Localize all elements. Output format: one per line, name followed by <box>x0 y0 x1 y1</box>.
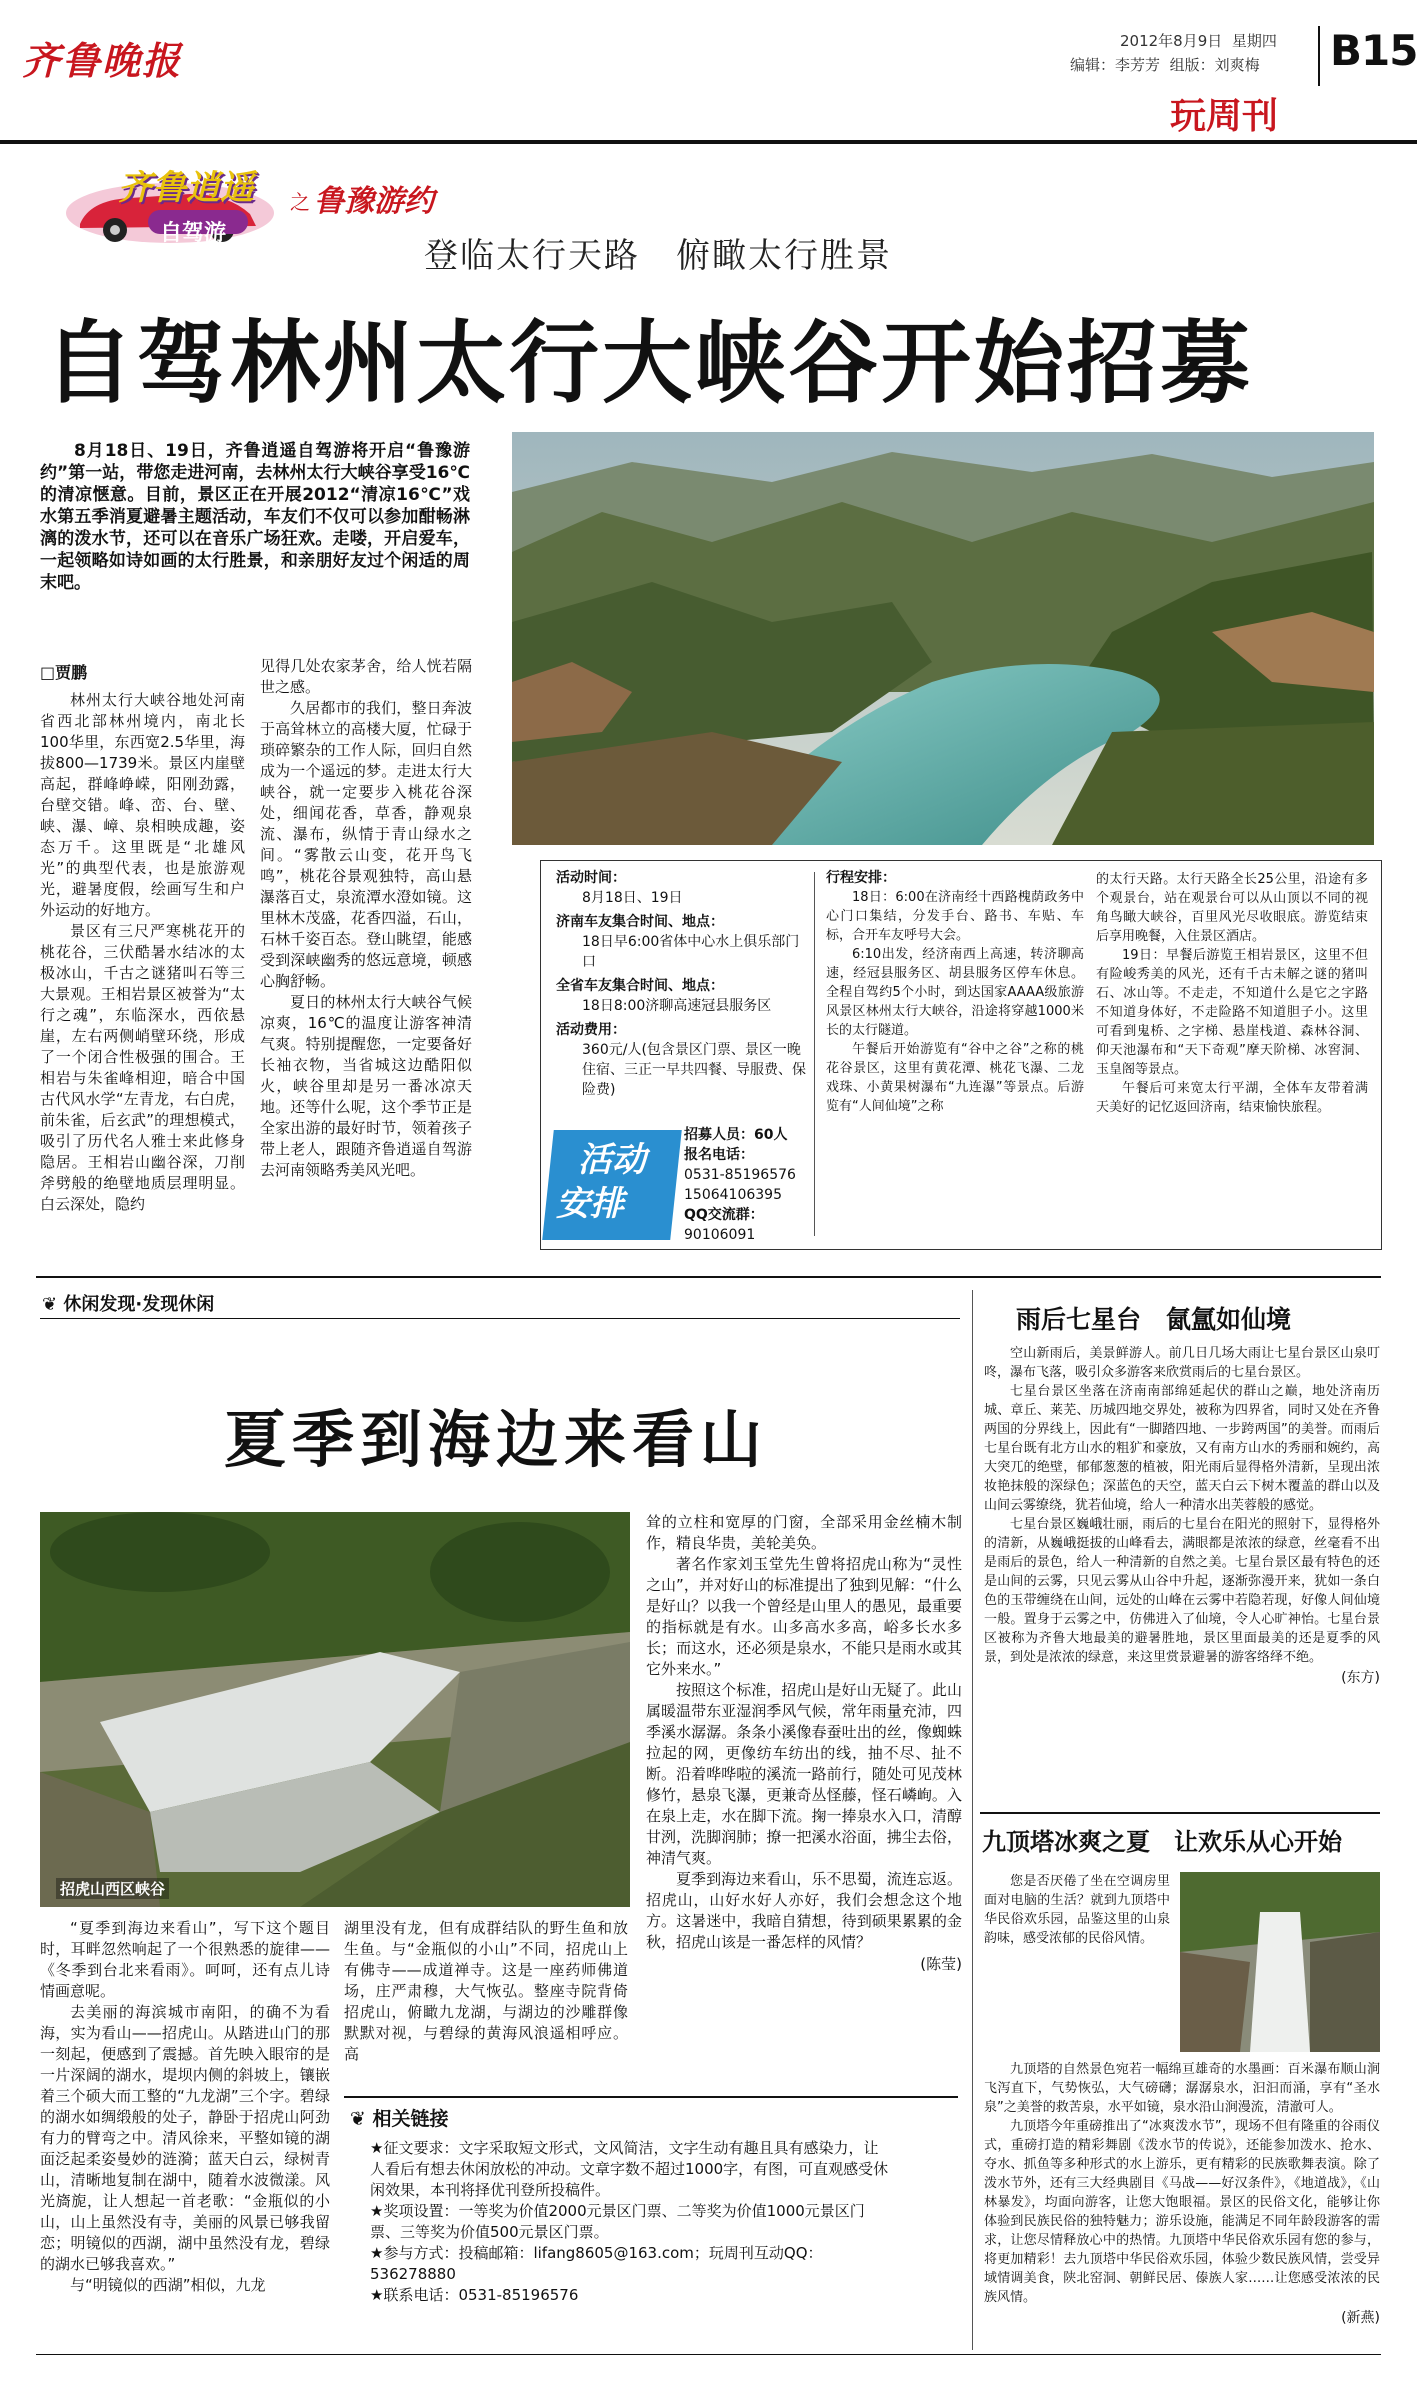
schedule-item: 的太行天路。太行天路全长25公里，沿途有多个观景台，站在观景台可以从山顶以不同的视角鸟瞰大峡谷，百里风光尽收眼底。游览结束后享用晚餐，入住景区酒店。 <box>1096 872 1368 944</box>
paragraph: 湖里没有龙，但有成群结队的野生鱼和放生鱼。与“金瓶似的小山”不同，招虎山上有佛寺——成道禅寺。这是一座药师佛道场，庄严肃穆，大气恢弘。整座寺院背倚招虎山，俯瞰九龙湖，与湖边的沙雕群像默默对视，与碧绿的黄海风浪遥相呼应。高 <box>344 1919 628 2063</box>
paragraph: 耸的立柱和宽厚的门窗，全部采用金丝楠木制作，精良华贵，美轮美奂。 <box>646 1513 962 1552</box>
paragraph: 见得几处农家茅舍，给人恍若隔世之感。 <box>260 657 472 696</box>
schedule-item: 18日：6:00在济南经十西路槐荫政务中心门口集结，分发手台、路书、车贴、车标，合开车友呼号大会。 <box>826 890 1084 943</box>
editor-credits: 编辑：李芳芳 组版：刘爽梅 <box>1070 56 1260 74</box>
paragraph: 久居都市的我们，整日奔波于高耸林立的高楼大厦，忙碌于琐碎繁杂的工作人际，回归自然成为一个遥远的梦。走进太行大峡谷，就一定要步入桃花谷深处，细闻花香，草香，静观泉流、瀑布，纵情于青山绿水之间。“雾散云山变，花开鸟飞鸣”，桃花谷景观独特，高山悬瀑落百丈，泉流潭水澄如镜。这里林木茂盛，花香四溢，石山，石林千姿百态。登山眺望，能感受到深峡幽秀的悠远意境，顿感心胸舒畅。 <box>260 699 472 990</box>
link-item: ★参与方式：投稿邮箱：lifang8605@163.com；玩周刊互动QQ：536278880 <box>370 2244 823 2283</box>
time-value: 8月18日、19日 <box>582 890 683 906</box>
column-tag: ❦ 休闲发现·发现休闲 <box>42 1294 215 1315</box>
time-label: 活动时间： <box>556 870 626 886</box>
page-bottom-rule <box>36 2354 1381 2355</box>
paragraph: 景区有三尺严寒桃花开的桃花谷，三伏酷暑水结冰的太极冰山，千古之谜猪叫石等三大景观。王相岩景区被誉为“太行之魂”，东临深水，西依悬崖，左右两侧峭壁环绕，形成了一个闭合性极强的围合。王相岩与朱雀峰相迎，暗合中国古代风水学“左青龙，右白虎，前朱雀，后玄武”的理想模式，吸引了历代名人雅士来此修身隐居。王相岩山幽谷深，刀削斧劈般的绝壁地质层理明显。白云深处，隐约 <box>40 922 245 1213</box>
right-bottom-body <box>984 2060 1380 2327</box>
canyon-photo <box>512 432 1374 845</box>
paragraph: 九顶塔今年重磅推出了“冰爽泼水节”，现场不但有隆重的谷雨仪式，重磅打造的精彩舞剧《泼水节的传说》，还能参加泼水、抢水、夺水、抓鱼等多种形式的水上游乐，更有精彩的民族歌舞表演。除了泼水节外，还有三大经典剧目《马战——好汉条件》，《地道战》，《山林暴发》，均面向游客，让您大饱眼福。景区的民俗文化，能够让你体验到民族民俗的独特魅力；游乐设施，能满足不同年龄段游客的需求，让您尽情释放心中的热情。九顶塔中华民俗欢乐园有您的参与，将更加精彩！去九顶塔中华民俗欢乐园，体验少数民族风情，尝受异域情调美食，陕北窑洞、朝鲜民居、傣族人家……让您感受浓浓的民族风情。 <box>984 2119 1380 2305</box>
badge-subtitle: 自驾游 <box>160 221 227 246</box>
links-list <box>370 2138 890 2306</box>
masthead-vertical-rule <box>1318 26 1320 86</box>
article-col-2 <box>344 1918 628 2065</box>
paragraph: 九顶塔的自然景色宛若一幅绵亘雄奇的水墨画：百米瀑布顺山涧飞泻直下，气势恢弘，大气磅礴；潺潺泉水，汩汩而涌，享有“圣水泉”之美誉的救苦泉，水平如镜，泉水沿山涧漫流，清澈可人。 <box>984 2062 1380 2115</box>
fee-value: 360元/人(包含景区门票、景区一晚住宿、三正一早共四餐、导服费、保险费) <box>582 1042 806 1098</box>
schedule-col-1 <box>826 868 1084 1116</box>
schedule-item: 19日：早餐后游览王相岩景区，这里不但有险峻秀美的风光，还有千古未解之谜的猪叫石、冰山等。不走走，不知道什么是它之字路不知道身体好，不走险路不知道胆子小。这里可看到鬼桥、之字梯、悬崖栈道、森林谷洞、仰天池瀑布和“天下奇观”摩天阶梯、冰窖洞、玉皇阁等景点。 <box>1096 948 1368 1077</box>
issue-date: 2012年8月9日 星期四 <box>1120 32 1277 50</box>
column-tag-rule <box>40 1318 960 1319</box>
badge-suffix: 鲁豫游约 <box>314 184 434 219</box>
signup-label: 报名电话： <box>684 1147 754 1163</box>
article-col-3 <box>646 1512 962 1974</box>
paper-name: 齐鲁晚报 <box>22 38 183 83</box>
province-label: 全省车友集合时间、地点： <box>556 978 724 994</box>
waterfall-thumbnail <box>1180 1872 1380 2052</box>
signup-info <box>684 1125 814 1245</box>
recruit-count: 招募人员：60人 <box>684 1127 788 1143</box>
link-item: ★联系电话：0531-85196576 <box>370 2286 579 2304</box>
fee-label: 活动费用： <box>556 1022 626 1038</box>
paragraph: 您是否厌倦了坐在空调房里面对电脑的生活？就到九顶塔中华民俗欢乐园，品鉴这里的山泉韵味，感受浓郁的民俗风情。 <box>984 1874 1170 1946</box>
article-col-1 <box>40 1918 330 2296</box>
section-divider <box>36 1276 1381 1278</box>
right-column-rule <box>972 1290 973 2350</box>
schedule-item: 6:10出发，经济南西上高速，转济聊高速，经冠县服务区、胡县服务区停车休息。全程自驾约5个小时，到达国家AAAA级旅游风景区林州太行大峡谷，沿途将穿越1000米长的太行隧道。 <box>826 947 1084 1038</box>
paragraph: 与“明镜似的西湖”相似，九龙 <box>70 2276 266 2294</box>
phone-2: 15064106395 <box>684 1187 782 1203</box>
paragraph: 七星台景区巍峨壮丽，雨后的七星台在阳光的照射下，显得格外的清新，从巍峨挺拔的山峰看去，满眼都是浓浓的绿意，丝毫看不出是雨后的景色，给人一种清新的自然之美。七星台景区最有特色的还是山间的云雾，只见云雾从山谷中升起，逐渐弥漫开来，犹如一条白色的玉带缠绕在山间，远处的山峰在云雾中若隐若现，好像人间仙境一般。置身于云雾之中，仿佛进入了仙境，令人心旷神怡。七星台景区被称为齐鲁大地最美的避暑胜地，景区里面最美的还是夏季的风景，到处是浓浓的绿意，来这里赏景避暑的游客络绎不绝。 <box>984 1517 1380 1665</box>
qq-number: 90106091 <box>684 1227 756 1243</box>
right-bottom-body-lead <box>984 1872 1170 1948</box>
waterfall-photo <box>40 1512 630 1907</box>
leaf-icon: ❦ <box>42 1294 58 1315</box>
story-lead: 8月18日、19日，齐鲁逍遥自驾游将开启“鲁豫游约”第一站，带您走进河南，去林州太行大峡谷享受16℃的清凉惬意。目前，景区正在开展2012“清凉16℃”戏水第五季消夏避暑主题活动，车友们不仅可以参加酣畅淋漓的泼水节，还可以在音乐广场狂欢。走喽，开启爱车，一起领略如诗如画的太行胜景，和亲朋好友过个闲适的周末吧。 <box>40 441 470 593</box>
schedule-title: 行程安排： <box>826 870 896 886</box>
right-top-body <box>984 1344 1380 1687</box>
link-item: ★奖项设置：一等奖为价值2000元景区门票、二等奖为价值1000元景区门票、三等奖为价值500元景区门票。 <box>370 2202 865 2241</box>
signature: (东方) <box>1341 1670 1380 1686</box>
story-kicker: 登临太行天路 俯瞰太行胜景 <box>424 236 892 276</box>
right-divider <box>980 1812 1380 1814</box>
paragraph: 夏日的林州太行大峡谷气候凉爽，16℃的温度让游客神清气爽。特别提醒您，一定要备好长袖衣物，当省城这边酷阳似火，峡谷里却是另一番冰凉天地。还等什么呢，这个季节正是全家出游的最好时节，领着孩子带上老人，跟随齐鲁逍遥自驾游去河南领略秀美风光吧。 <box>260 993 472 1179</box>
story-column-1 <box>40 690 245 1215</box>
link-item: ★征文要求：文字采取短文形式，文风简洁，文字生动有趣且具有感染力，让人看后有想去休闲放松的冲动。文章字数不超过1000字，有图，可直观感受休闲效果，本刊将择优刊登所投稿件。 <box>370 2139 889 2199</box>
activity-divider <box>814 872 815 1236</box>
badge-suffix-small: 之 <box>290 190 310 214</box>
masthead-rule <box>0 140 1417 144</box>
province-value: 18日8:00济聊高速冠县服务区 <box>582 998 772 1014</box>
schedule-item: 午餐后可来宽太行平湖，全体车友带着满天美好的记忆返回济南，结束愉快旅程。 <box>1096 1081 1368 1115</box>
story-column-2 <box>260 656 472 1181</box>
signature: (陈莹) <box>920 1955 962 1973</box>
story-headline: 自驾林州太行大峡谷开始招募 <box>44 311 1253 416</box>
paragraph: “夏季到海边来看山”，写下这个题目时，耳畔忽然响起了一个很熟悉的旋律——《冬季到台北来看雨》。呵呵，还有点儿诗情画意呢。 <box>40 1919 330 2000</box>
paragraph: 著名作家刘玉堂先生曾将招虎山称为“灵性之山”，并对好山的标准提出了独到见解：“什么是好山？以我一个曾经是山里人的愚见，最重要的指标就是有水。山多高水多高，峪多长水多长；而这水，还必须是泉水，不能只是雨水或其它外来水。” <box>646 1555 962 1678</box>
paragraph: 林州太行大峡谷地处河南省西北部林州境内，南北长100华里，东西宽2.5华里，海拔800—1739米。景区内崖壁高起，群峰峥嵘，阳刚劲露，台壁交错。峰、峦、台、壁、峡、瀑、嶂、泉相映成趣，姿态万千。这里既是“北雄风光”的典型代表，也是旅游观光，避暑度假，绘画写生和户外运动的好地方。 <box>40 691 245 919</box>
leaf-icon: ❦ <box>350 2108 366 2130</box>
signature: (新燕) <box>1341 2310 1380 2326</box>
paragraph: 空山新雨后，美景鲜游人。前几日几场大雨让七星台景区山泉叮咚，瀑布飞落，吸引众多游客来欣赏雨后的七星台景区。 <box>984 1346 1380 1380</box>
badge-title: 齐鲁逍遥 <box>118 168 254 208</box>
byline: □贾鹏 <box>40 663 88 682</box>
photo-caption: 招虎山西区峡谷 <box>56 1878 169 1899</box>
jinan-label: 济南车友集合时间、地点： <box>556 914 724 930</box>
section-name: 玩周刊 <box>1170 95 1279 137</box>
jinan-value: 18日早6:00省体中心水上俱乐部门口 <box>582 934 800 970</box>
article-headline: 夏季到海边来看山 <box>224 1403 769 1476</box>
schedule-col-2 <box>1096 870 1368 1117</box>
paragraph: 去美丽的海滨城市南阳，的确不为看海，实为看山——招虎山。从踏进山门的那一刻起，便感到了震撼。首先映入眼帘的是一片深阔的湖水，堤坝内侧的斜坡上，镶嵌着三个硕大而工整的“九龙湖”三个字。碧绿的湖水如绸缎般的处子，静卧于招虎山阿劲有力的臂弯之中。清风徐来，平整如镜的湖面泛起柔姿曼妙的涟漪；蓝天白云，绿树青山，清晰地复制在湖中，随着水波微漾。风光旖旎，让人想起一首老歌：“金瓶似的小山，山上虽然没有寺，美丽的风景已够我留恋；明镜似的西湖，湖中虽然没有龙，碧绿的湖水已够我喜欢。” <box>40 2003 330 2273</box>
qq-label: QQ交流群： <box>684 1207 764 1223</box>
right-bottom-headline: 九顶塔冰爽之夏 让欢乐从心开始 <box>982 1828 1342 1856</box>
phone-1: 0531-85196576 <box>684 1167 796 1183</box>
paragraph: 按照这个标准，招虎山是好山无疑了。此山属暖温带东亚湿润季风气候，常年雨量充沛，四季溪水潺潺。条条小溪像春蚕吐出的丝，像蜘蛛拉起的网，更像纺车纺出的线，抽不尽、扯不断。沿着哗哗啦的溪流一路前行，随处可见茂林修竹，悬泉飞瀑，更兼奇丛怪藤，怪石嶙峋。入在泉上走，水在脚下流。掬一捧泉水入口，清醇甘洌，洗脚润肺；撩一把溪水浴面，拂尘去俗，神清气爽。 <box>646 1681 962 1867</box>
paragraph: 七星台景区坐落在济南南部绵延起伏的群山之巅，地处济南历城、章丘、莱芜、历城四地交界处，被称为四界省，同时又处在齐鲁两国的分界线上，因此有“一脚踏四地、一步跨两国”的美誉。而雨后七星台既有北方山水的粗犷和豪放，又有南方山水的秀丽和婉约，高大突兀的绝壁，郁郁葱葱的植被，阳光雨后显得格外清新，呈现出浓妆艳抹般的深绿色；深蓝色的天空，蓝天白云下树木覆盖的群山以及山间云雾缭绕，犹若仙境，给人一种清水出芙蓉般的感觉。 <box>984 1384 1380 1513</box>
activity-info <box>556 868 806 1100</box>
paragraph: 夏季到海边来看山，乐不思蜀，流连忘返。招虎山，山好水好人亦好，我们会想念这个地方。这暑迷中，我暗自猜想，待到硕果累累的金秋，招虎山该是一番怎样的风情？ <box>646 1870 962 1951</box>
schedule-item: 午餐后开始游览有“谷中之谷”之称的桃花谷景区，这里有黄花潭、桃花飞瀑、二龙戏珠、小黄果树瀑布“九连瀑”等景点。后游览有“人间仙境”之称 <box>826 1042 1084 1114</box>
activity-tag-text: 活动 安排 <box>556 1140 646 1224</box>
page-number: B15 <box>1330 26 1417 75</box>
links-title: ❦ 相关链接 <box>350 2108 449 2130</box>
right-top-headline: 雨后七星台 氤氲如仙境 <box>1016 1305 1292 1334</box>
